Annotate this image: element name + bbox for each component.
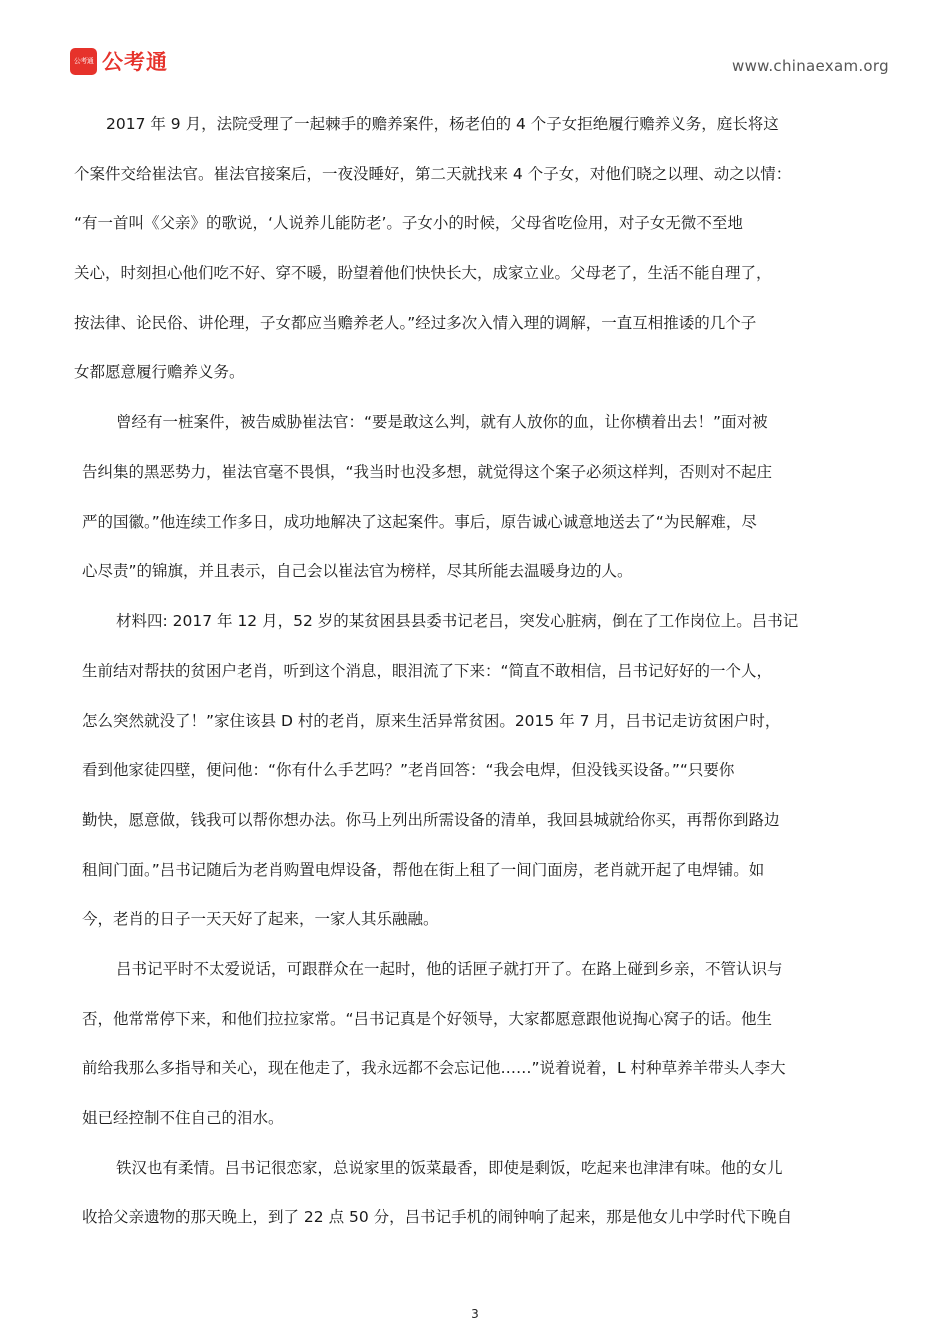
text-line: 材料四: 2017 年 12 月，52 岁的某贫困县县委书记老吕，突发心脏病，倒在了工作岗位上。吕书记: [116, 612, 799, 630]
page-number: 3: [471, 1307, 479, 1321]
text-line: 生前结对帮扶的贫困户老肖，听到这个消息，眼泪流了下来：“简直不敢相信，吕书记好好的一个人，: [82, 662, 773, 680]
text-line: 姐已经控制不住自己的泪水。: [82, 1109, 284, 1127]
text-line: 心尽责”的锦旗，并且表示，自己会以崔法官为榜样，尽其所能去温暖身边的人。: [82, 562, 633, 580]
text-line: 收拾父亲遗物的那天晚上，到了 22 点 50 分，吕书记手机的闹钟响了起来，那是他女儿中学时代下晚自: [82, 1208, 793, 1226]
text-line: 怎么突然就没了！”家住该县 D 村的老肖，原来生活异常贫困。2015 年 7 月，吕书记走访贫困户时，: [82, 712, 781, 730]
brand-logo: [70, 46, 168, 76]
site-url: www.chinaexam.org: [732, 57, 889, 75]
text-line: 租间门面。”吕书记随后为老肖购置电焊设备，帮他在街上租了一间门面房，老肖就开起了电焊铺。如: [82, 861, 765, 879]
text-line: 今，老肖的日子一天天好了起来，一家人其乐融融。: [82, 910, 439, 928]
text-line: 女都愿意履行赡养义务。: [74, 363, 245, 381]
text-line: 关心，时刻担心他们吃不好、穿不暖，盼望着他们快快长大，成家立业。父母老了，生活不能自理了，: [74, 264, 772, 282]
text-line: 个案件交给崔法官。崔法官接案后，一夜没睡好，第二天就找来 4 个子女，对他们晓之以理、动之以情：: [74, 165, 792, 183]
text-line: 曾经有一桩案件，被告威胁崔法官：“要是敢这么判，就有人放你的血，让你横着出去！”面对被: [116, 413, 768, 431]
text-line: 勤快，愿意做，钱我可以帮你想办法。你马上列出所需设备的清单，我回县城就给你买，再帮你到路边: [82, 811, 780, 829]
text-line: 铁汉也有柔情。吕书记很恋家，总说家里的饭菜最香，即使是剩饭，吃起来也津津有味。他的女儿: [116, 1159, 783, 1177]
text-line: 2017 年 9 月，法院受理了一起棘手的赡养案件，杨老伯的 4 个子女拒绝履行赡养义务，庭长将这: [106, 115, 779, 133]
text-line: 前给我那么多指导和关心，现在他走了，我永远都不会忘记他……”说着说着，L 村种草养羊带头人李大: [82, 1059, 786, 1077]
text-line: 吕书记平时不太爱说话，可跟群众在一起时，他的话匣子就打开了。在路上碰到乡亲，不管认识与: [116, 960, 783, 978]
text-line: 按法律、论民俗、讲伦理，子女都应当赡养老人。”经过多次入情入理的调解，一直互相推诿的几个子: [74, 314, 757, 332]
text-line: 否，他常常停下来，和他们拉拉家常。“吕书记真是个好领导，大家都愿意跟他说掏心窝子的话。他生: [82, 1010, 773, 1028]
text-line: 告纠集的黑恶势力，崔法官毫不畏惧，“我当时也没多想，就觉得这个案子必须这样判，否则对不起庄: [82, 463, 773, 481]
text-line: 看到他家徒四壁，便问他：“你有什么手艺吗？”老肖回答：“我会电焊，但没钱买设备。”“只要你: [82, 761, 735, 779]
logo-text: 公考通: [102, 50, 168, 74]
logo-badge-icon: 公考通: [70, 48, 97, 75]
text-line: “有一首叫《父亲》的歌说，‘人说养儿能防老’。子女小的时候，父母省吃俭用，对子女无微不至地: [74, 214, 743, 232]
text-line: 严的国徽。”他连续工作多日，成功地解决了这起案件。事后，原告诚心诚意地送去了“为民解难，尽: [82, 513, 757, 531]
